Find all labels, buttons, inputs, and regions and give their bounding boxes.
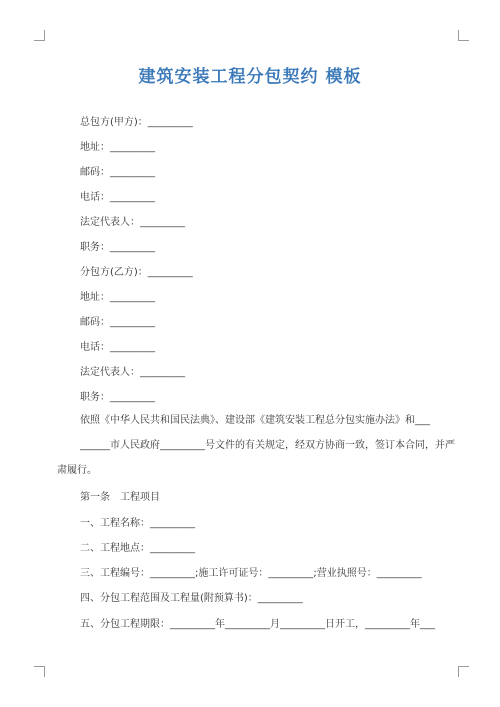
document-title: 建筑安装工程分包契约 模板 [138, 67, 362, 87]
field-subcontractor-postcode: 邮码：_________ [80, 317, 155, 328]
field-subcontractor-address: 地址：_________ [80, 292, 155, 303]
field-subcontractor-phone: 电话：_________ [80, 342, 155, 353]
field-subcontractor-legal-rep: 法定代表人：_________ [80, 367, 185, 378]
clause-project-name: 一、工程名称：_________ [80, 518, 195, 529]
field-subcontractor: 分包方(乙方)：_________ [80, 267, 193, 278]
corner-mark-top-right [458, 30, 469, 41]
field-contractor: 总包方(甲方)：_________ [80, 117, 193, 128]
clause-scope: 四、分包工程范围及工程量(附预算书)：_________ [80, 593, 303, 604]
clause-project-location: 二、工程地点：_________ [80, 543, 195, 554]
field-contractor-legal-rep: 法定代表人：_________ [80, 217, 185, 228]
preamble-line-3: 肃履行。 [57, 465, 97, 476]
preamble-line-1: 依照《中华人民共和国民法典》、建设部《建筑安装工程总分包实施办法》和___ [80, 415, 430, 426]
field-contractor-phone: 电话：_________ [80, 192, 155, 203]
corner-mark-top-left [34, 30, 45, 41]
clause-article-one-heading: 第一条 工程项目 [80, 492, 160, 503]
preamble-line-2: ______市人民政府_________号文件的有关规定，经双方协商一致，签订本合同，并严 [80, 440, 455, 451]
corner-mark-bottom-left [34, 666, 45, 677]
preamble-paragraph [57, 408, 455, 483]
clause-project-number: 三、工程编号：_________;施工许可证号：_________;营业执照号：_________ [80, 568, 422, 579]
field-contractor-position: 职务：_________ [80, 242, 155, 253]
field-contractor-postcode: 邮码：_________ [80, 167, 155, 178]
corner-mark-bottom-right [458, 666, 469, 677]
clause-period: 五、分包工程期限：_________年_________月_________日开工，_________年___ [80, 619, 435, 630]
field-contractor-address: 地址：_________ [80, 142, 155, 153]
field-subcontractor-position: 职务：_________ [80, 392, 155, 403]
